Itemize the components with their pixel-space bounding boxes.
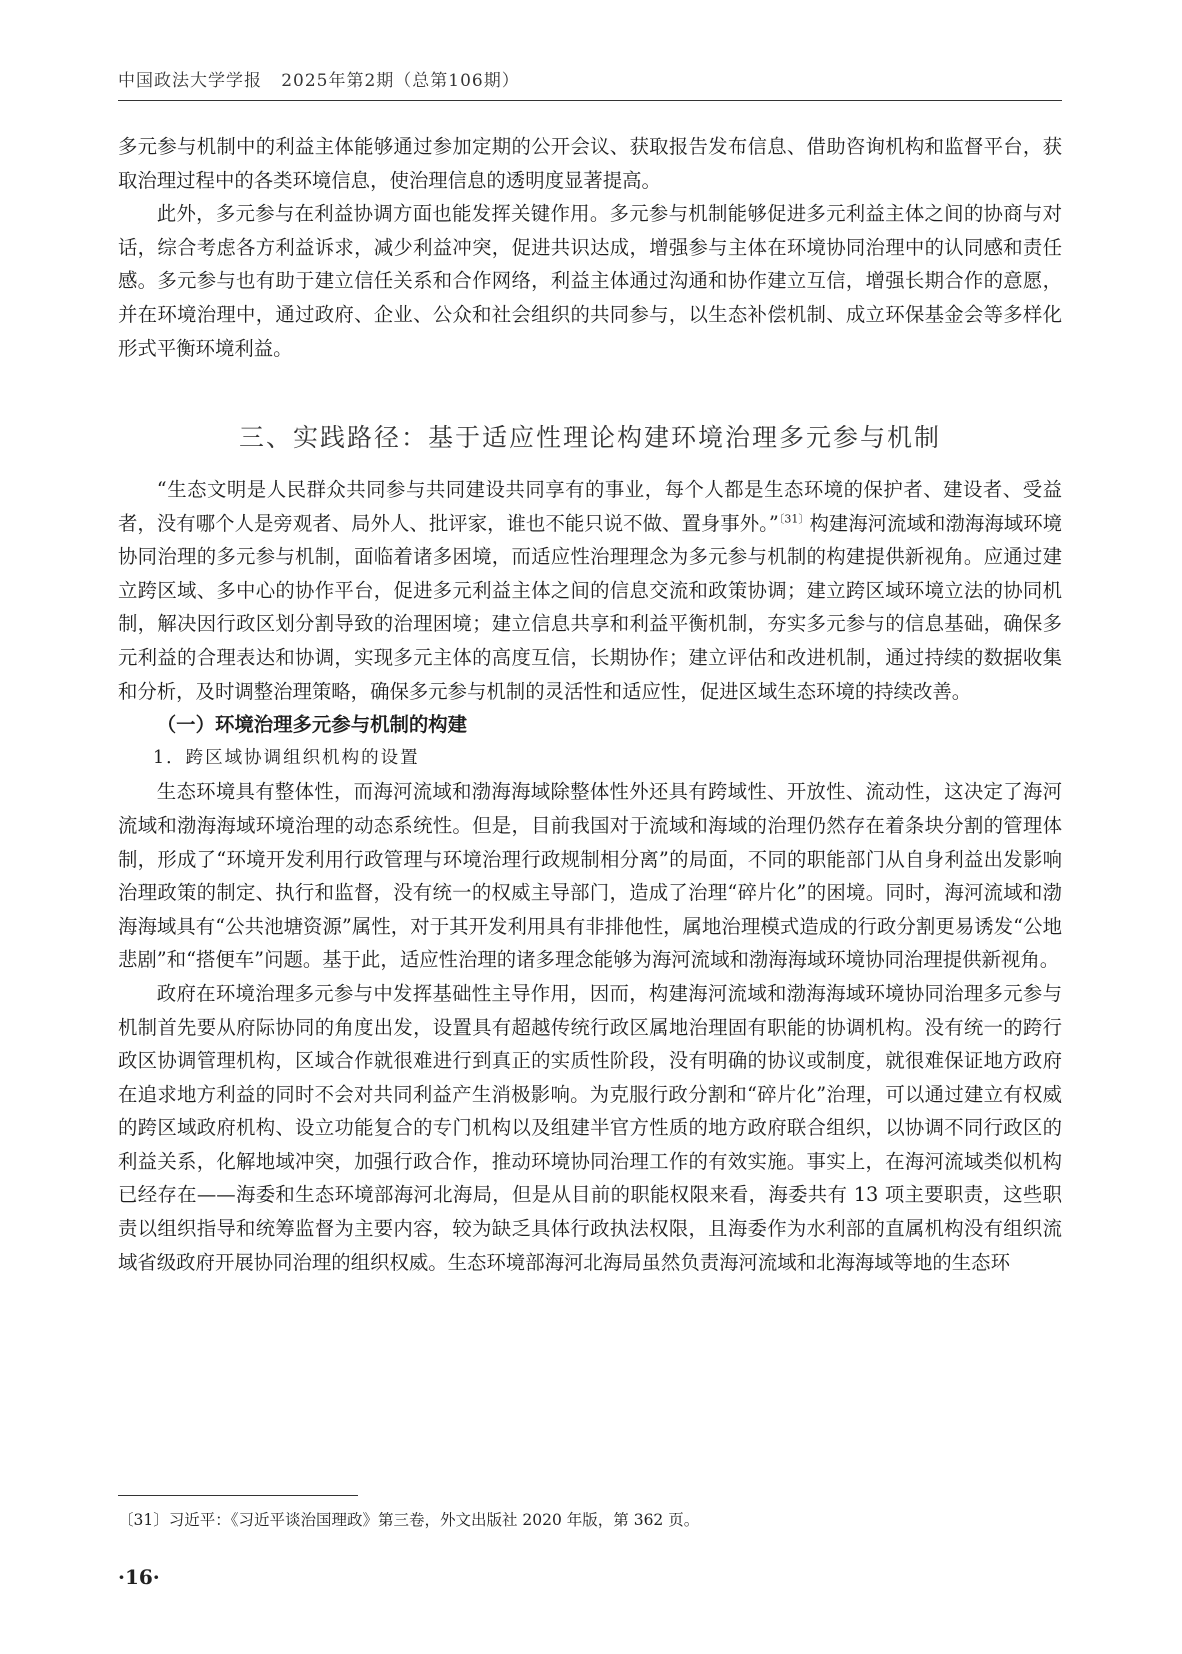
- footnote-ref[interactable]: 〔31〕: [778, 512, 810, 526]
- subsubsection-heading: 1．跨区域协调组织机构的设置: [153, 747, 420, 768]
- running-header: [118, 70, 1062, 101]
- paragraph-ecological-integrity: 生态环境具有整体性，而海河流域和渤海海域除整体性外还具有跨域性、开放性、流动性，这决定了海河流域和渤海海域环境治理的动态系统性。但是，目前我国对于流域和海域的治理仍然存在着条块分割的管理体制，形成了“环境开发利用行政管理与环境治理行政规制相分离”的局面，不同的职能部门从自身利益出发影响治理政策的制定、执行和监督，没有统一的权威主导部门，造成了治理“碎片化”的困境。同时，海河流域和渤海海域具有“公共池塘资源”属性，对于其开发利用具有非排他性，属地治理模式造成的行政分割更易诱发“公地悲剧”和“搭便车”问题。基于此，适应性治理的诸多理念能够为海河流域和渤海海域环境协同治理提供新视角。: [118, 780, 1062, 972]
- text-block-main: [118, 473, 1062, 1279]
- paragraph-continued: 多元参与机制中的利益主体能够通过参加定期的公开会议、获取报告发布信息、借助咨询机构和监督平台，获取治理过程中的各类环境信息，使治理信息的透明度显著提高。: [118, 135, 1062, 192]
- subsection-heading: （一）环境治理多元参与机制的构建: [156, 713, 468, 737]
- page-number: ·16·: [118, 1565, 160, 1589]
- quote-follow-text: 构建海河流域和渤海海域环境协同治理的多元参与机制，面临着诸多困境，而适应性治理理念为多元参与机制的构建提供新视角。应通过建立跨区域、多中心的协作平台，促进多元利益主体之间的信息交流和政策协调；建立跨区域环境立法的协同机制，解决因行政区划分割导致的治理困境；建立信息共享和利益平衡机制，夯实多元参与的信息基础，确保多元利益的合理表达和协调，实现多元主体的高度互信，长期协作；建立评估和改进机制，通过持续的数据收集和分析，及时调整治理策略，确保多元参与机制的灵活性和适应性，促进区域生态环境的持续改善。: [118, 511, 1063, 703]
- quote-text: “生态文明是人民群众共同参与共同建设共同享有的事业，每个人都是生态环境的保护者、建设者、受益者，没有哪个人是旁观者、局外人、批评家，谁也不能只说不做、置身事外。”: [118, 478, 1062, 535]
- text-block-top: [118, 130, 1062, 365]
- paragraph-interest-coordination: 此外，多元参与在利益协调方面也能发挥关键作用。多元参与机制能够促进多元利益主体之间的协商与对话，综合考虑各方利益诉求，减少利益冲突，促进共识达成，增强参与主体在环境协同治理中的认同感和责任感。多元参与也有助于建立信任关系和合作网络，利益主体通过沟通和协作建立互信，增强长期合作的意愿，并在环境治理中，通过政府、企业、公众和社会组织的共同参与，以生态补偿机制、成立环保基金会等多样化形式平衡环境利益。: [118, 202, 1062, 360]
- paragraph-quote-intro: [118, 473, 1062, 708]
- footnote: 〔31〕习近平：《习近平谈治国理政》第三卷，外文出版社 2020 年版，第 362 页。: [118, 1511, 700, 1529]
- issue-info: 2025年第2期（总第106期）: [281, 71, 520, 91]
- section-title: 三、实践路径：基于适应性理论构建环境治理多元参与机制: [238, 423, 941, 452]
- footnote-divider: [118, 1495, 358, 1496]
- paragraph-government-role: 政府在环境治理多元参与中发挥基础性主导作用，因而，构建海河流域和渤海海域环境协同治理多元参与机制首先要从府际协同的角度出发，设置具有超越传统行政区属地治理固有职能的协调机构。没有统一的跨行政区协调管理机构，区域合作就很难进行到真正的实质性阶段，没有明确的协议或制度，就很难保证地方政府在追求地方利益的同时不会对共同利益产生消极影响。为克服行政分割和“碎片化”治理，可以通过建立有权威的跨区域政府机构、设立功能复合的专门机构以及组建半官方性质的地方政府联合组织，以协调不同行政区的利益关系，化解地域冲突，加强行政合作，推动环境协同治理工作的有效实施。事实上，在海河流域类似机构已经存在——海委和生态环境部海河北海局，但是从目前的职能权限来看，海委共有 13 项主要职责，这些职责以组织指导和统筹监督为主要内容，较为缺乏具体行政执法权限，且海委作为水利部的直属机构没有组织流域省级政府开展协同治理的组织权威。生态环境部海河北海局虽然负责海河流域和北海海域等地的生态环: [118, 981, 1062, 1274]
- journal-name: 中国政法大学学报: [118, 71, 262, 91]
